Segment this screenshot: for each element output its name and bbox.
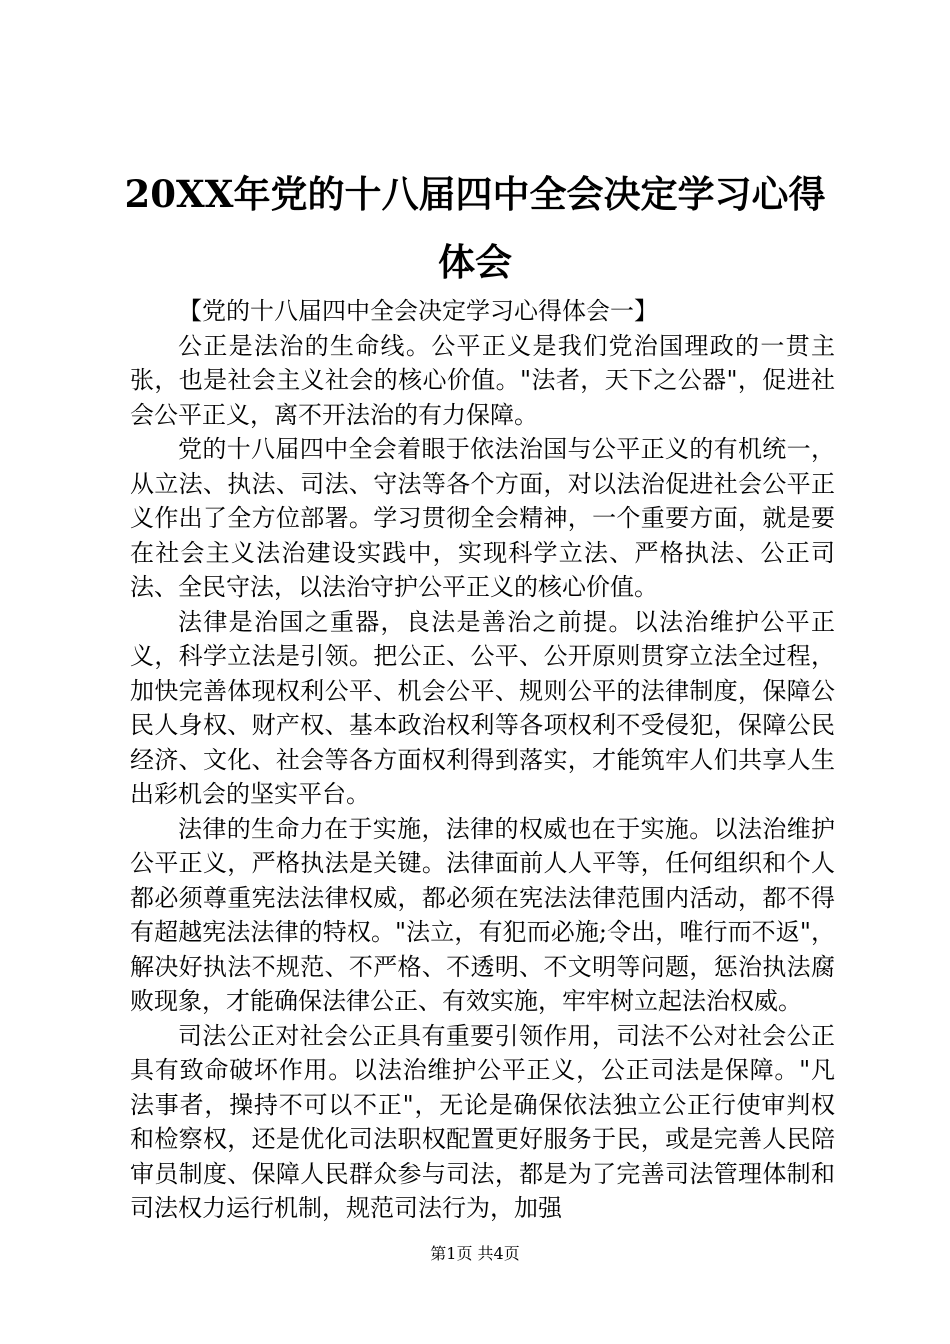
document-title: 20XX年党的十八届四中全会决定学习心得体会 [124,172,826,284]
section-heading: 【党的十八届四中全会决定学习心得体会一】 [178,297,658,325]
paragraph: 法律是治国之重器，良法是善治之前提。以法治维护公平正义，科学立法是引领。把公正、公平、公开原则贯穿立法全过程，加快完善体现权利公平、机会公平、规则公平的法律制度，保障公民人身权、财产权、基本政治权利等各项权利不受侵犯，保障公民经济、文化、社会等各方面权利得到落实，才能筑牢人们共享人生出彩机会的坚实平台。 [130,607,835,808]
paragraph: 党的十八届四中全会着眼于依法治国与公平正义的有机统一，从立法、执法、司法、守法等各个方面，对以法治促进社会公平正义作出了全方位部署。学习贯彻全会精神，一个重要方面，就是要在社会主义法治建设实践中，实现科学立法、严格执法、公正司法、全民守法，以法治守护公平正义的核心价值。 [130,435,835,601]
paragraph: 司法公正对社会公正具有重要引领作用，司法不公对社会公正具有致命破坏作用。以法治维护公平正义，公正司法是保障。"凡法事者，操持不可以不正"，无论是确保依法独立公正行使审判权和检察权，还是优化司法职权配置更好服务于民，或是完善人民陪审员制度、保障人民群众参与司法，都是为了完善司法管理体制和司法权力运行机制，规范司法行为，加强 [130,1021,835,1222]
document-body [130,294,835,1226]
paragraph: 法律的生命力在于实施，法律的权威也在于实施。以法治维护公平正义，严格执法是关键。法律面前人人平等，任何组织和个人都必须尊重宪法法律权威，都必须在宪法法律范围内活动，都不得有超越宪法法律的特权。"法立，有犯而必施;令出，唯行而不返"，解决好执法不规范、不严格、不透明、不文明等问题，惩治执法腐败现象，才能确保法律公正、有效实施，牢牢树立起法治权威。 [130,814,835,1015]
page-footer: 第1页 共4页 [430,1244,520,1263]
paragraph: 公正是法治的生命线。公平正义是我们党治国理政的一贯主张，也是社会主义社会的核心价值。"法者，天下之公器"，促进社会公平正义，离不开法治的有力保障。 [130,331,835,429]
